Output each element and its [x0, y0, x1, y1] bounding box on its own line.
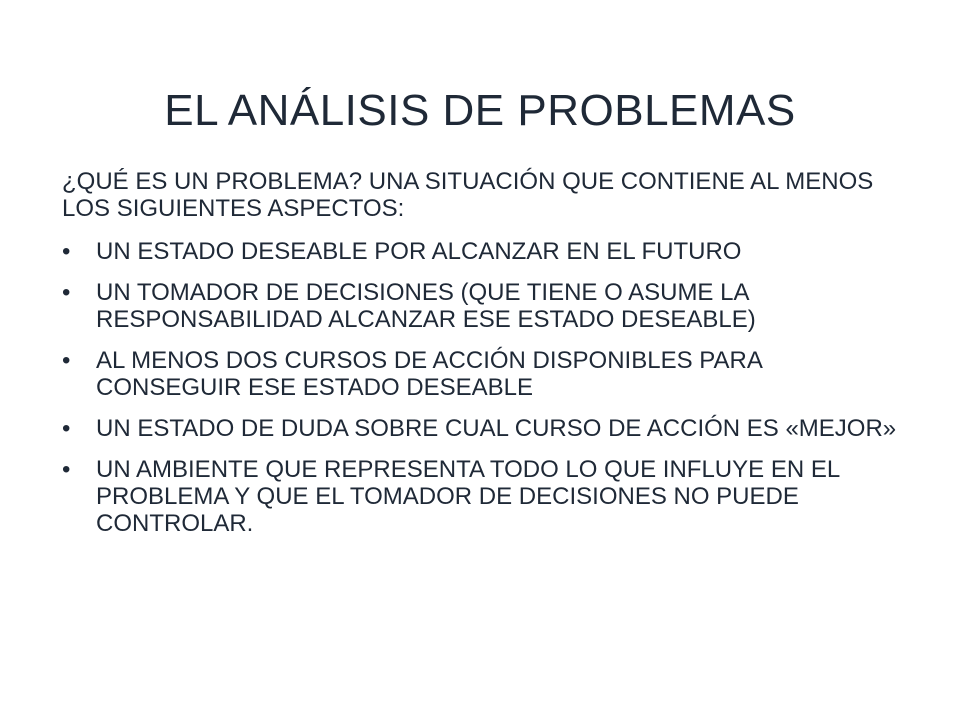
list-item [62, 347, 902, 401]
bullet-icon: • [62, 279, 71, 306]
slide-content [62, 168, 902, 551]
bullet-icon: • [62, 415, 71, 442]
list-item [62, 456, 902, 537]
bullet-icon: • [62, 347, 71, 374]
list-item [62, 415, 902, 442]
list-item-text: UN AMBIENTE QUE REPRESENTA TODO LO QUE INFLUYE EN EL PROBLEMA Y QUE EL TOMADOR DE DECISIONES NO PUEDE CONTROLAR. [96, 456, 840, 537]
list-item [62, 238, 902, 265]
list-item-text: UN ESTADO DE DUDA SOBRE CUAL CURSO DE ACCIÓN ES «MEJOR» [96, 415, 897, 442]
bullet-icon: • [62, 456, 71, 483]
list-item [62, 279, 902, 333]
bullet-icon: • [62, 238, 71, 265]
intro-paragraph: ¿QUÉ ES UN PROBLEMA? UNA SITUACIÓN QUE CONTIENE AL MENOS LOS SIGUIENTES ASPECTOS: [62, 168, 874, 222]
slide-title: EL ANÁLISIS DE PROBLEMAS [164, 86, 796, 136]
list-item-text: UN TOMADOR DE DECISIONES (QUE TIENE O ASUME LA RESPONSABILIDAD ALCANZAR ESE ESTADO DESEABLE) [96, 279, 756, 333]
list-item-text: UN ESTADO DESEABLE POR ALCANZAR EN EL FUTURO [96, 238, 742, 265]
list-item-text: AL MENOS DOS CURSOS DE ACCIÓN DISPONIBLES PARA CONSEGUIR ESE ESTADO DESEABLE [96, 347, 762, 401]
aspects-list [62, 238, 902, 537]
